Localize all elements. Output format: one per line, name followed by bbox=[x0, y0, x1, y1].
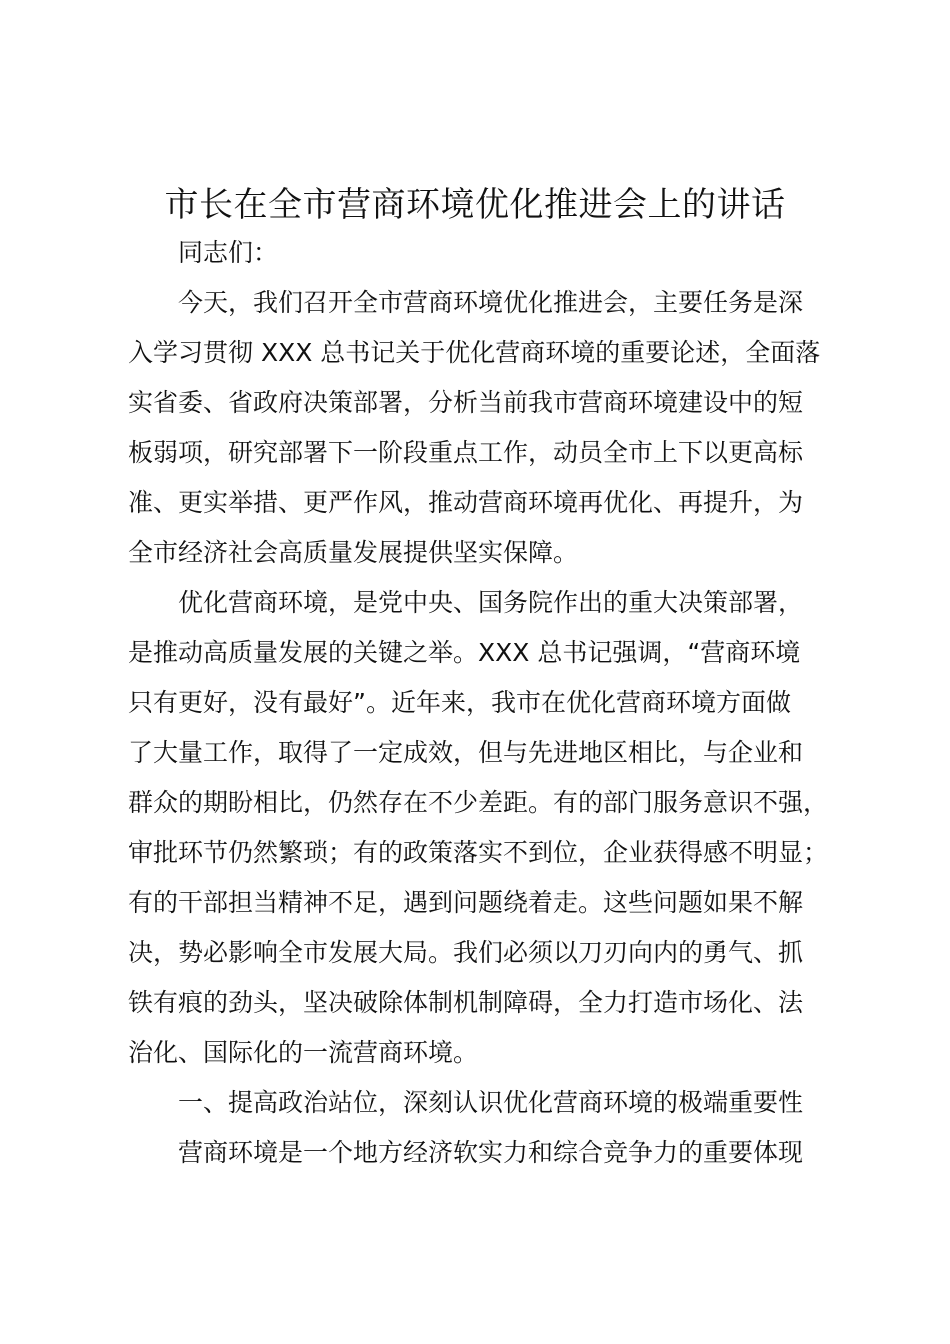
paragraph-1-line: 今天，我们召开全市营商环境优化推进会，主要任务是深 bbox=[178, 288, 804, 317]
document-title: 市长在全市营商环境优化推进会上的讲话 bbox=[164, 185, 786, 225]
paragraph-2-line: 了大量工作，取得了一定成效，但与先进地区相比，与企业和 bbox=[128, 738, 804, 767]
paragraph-1-line: 实省委、省政府决策部署，分析当前我市营商环境建设中的短 bbox=[128, 388, 804, 417]
paragraph-1-line: 入学习贯彻 XXX 总书记关于优化营商环境的重要论述，全面落 bbox=[128, 338, 821, 367]
paragraph-2-line: 审批环节仍然繁琐；有的政策落实不到位，企业获得感不明显； bbox=[128, 838, 829, 867]
salutation: 同志们： bbox=[178, 238, 279, 267]
paragraph-1-line: 全市经济社会高质量发展提供坚实保障。 bbox=[128, 538, 579, 567]
paragraph-2-line: 只有更好，没有最好”。近年来，我市在优化营商环境方面做 bbox=[128, 688, 791, 717]
section-1-heading: 一、提高政治站位，深刻认识优化营商环境的极端重要性 bbox=[178, 1088, 804, 1117]
paragraph-1-line: 准、更实举措、更严作风，推动营商环境再优化、再提升，为 bbox=[128, 488, 804, 517]
paragraph-2-line: 群众的期盼相比，仍然存在不少差距。有的部门服务意识不强， bbox=[128, 788, 829, 817]
paragraph-2-line: 治化、国际化的一流营商环境。 bbox=[128, 1038, 479, 1067]
paragraph-1-line: 板弱项，研究部署下一阶段重点工作，动员全市上下以更高标 bbox=[128, 438, 804, 467]
paragraph-2-line: 优化营商环境，是党中央、国务院作出的重大决策部署， bbox=[178, 588, 804, 617]
paragraph-2-line: 铁有痕的劲头，坚决破除体制机制障碍，全力打造市场化、法 bbox=[128, 988, 804, 1017]
paragraph-3-line: 营商环境是一个地方经济软实力和综合竞争力的重要体现 bbox=[178, 1138, 804, 1167]
paragraph-2-line: 决，势必影响全市发展大局。我们必须以刀刃向内的勇气、抓 bbox=[128, 938, 804, 967]
paragraph-2-line: 是推动高质量发展的关键之举。XXX 总书记强调，“营商环境 bbox=[128, 638, 801, 667]
paragraph-2-line: 有的干部担当精神不足，遇到问题绕着走。这些问题如果不解 bbox=[128, 888, 804, 917]
